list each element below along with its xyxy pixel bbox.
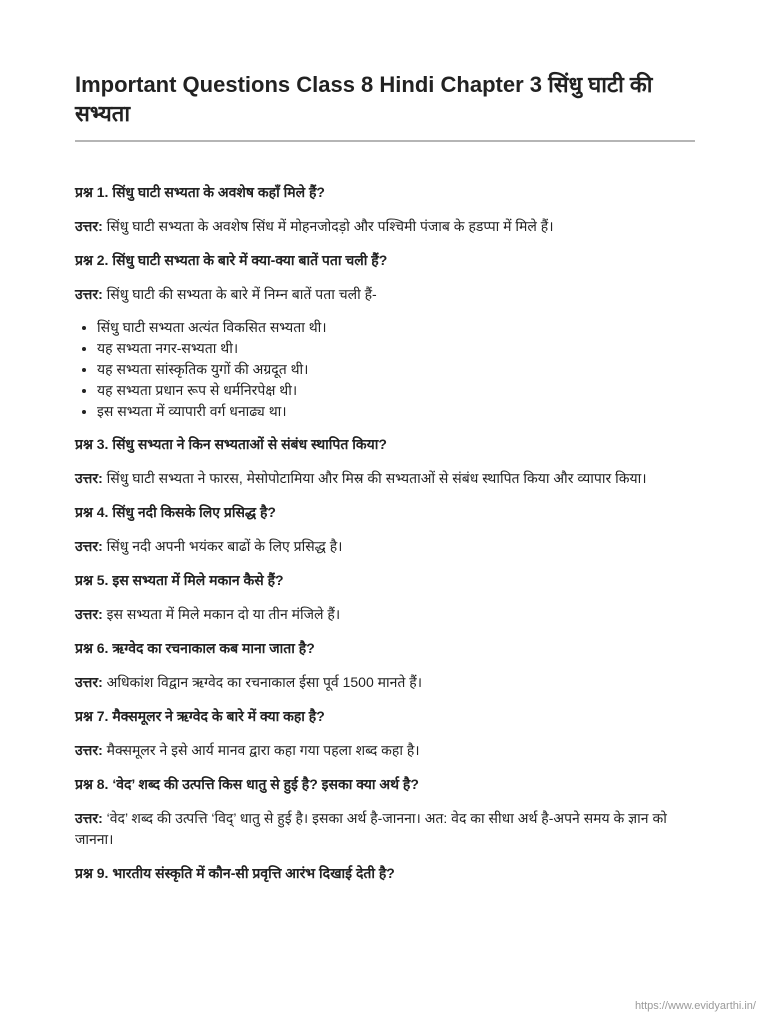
answer-2-list (75, 317, 695, 422)
answer-4-text: सिंधु नदी अपनी भयंकर बाढों के लिए प्रसिद्ध है। (106, 538, 343, 554)
answer-1 (75, 216, 695, 237)
question-1: प्रश्न 1. सिंधु घाटी सभ्यता के अवशेष कहाँ मिले हैं? (75, 184, 325, 200)
title-divider (75, 140, 695, 142)
answer-4 (75, 536, 695, 557)
question-7: प्रश्न 7. मैक्समूलर ने ऋग्वेद के बारे में क्या कहा है? (75, 708, 325, 724)
question-6: प्रश्न 6. ऋग्वेद का रचनाकाल कब माना जाता है? (75, 640, 315, 656)
answer-7 (75, 740, 695, 761)
list-item: • यह सभ्यता प्रधान रूप से धर्मनिरपेक्ष थी। (97, 380, 695, 401)
list-item: • सिंधु घाटी सभ्यता अत्यंत विकसित सभ्यता थी। (97, 317, 695, 338)
answer-7-text: मैक्समूलर ने इसे आर्य मानव द्वारा कहा गया पहला शब्द कहा है। (106, 742, 420, 758)
answer-2 (75, 284, 695, 305)
answer-label: उत्तर: (75, 742, 103, 758)
site-watermark: https://www.evidyarthi.in/ (634, 1000, 756, 1012)
question-4: प्रश्न 4. सिंधु नदी किसके लिए प्रसिद्ध है? (75, 504, 276, 520)
question-2: प्रश्न 2. सिंधु घाटी सभ्यता के बारे में क्या-क्या बातें पता चली हैं? (75, 252, 388, 268)
page-title: Important Questions Class 8 Hindi Chapter 3 सिंधु घाटी की सभ्यता (75, 72, 653, 126)
answer-3-text: सिंधु घाटी सभ्यता ने फारस, मेसोपोटामिया और मिस्र की सभ्यताओं से संबंध स्थापित किया और व्यापार किया। (106, 470, 647, 486)
answer-5-text: इस सभ्यता में मिले मकान दो या तीन मंजिले हैं। (106, 606, 341, 622)
list-item: • इस सभ्यता में व्यापारी वर्ग धनाढ्य था। (97, 401, 695, 422)
answer-label: उत्तर: (75, 606, 103, 622)
answer-label: उत्तर: (75, 218, 103, 234)
question-8: प्रश्न 8. ‘वेद’ शब्द की उत्पत्ति किस धातु से हुई है? इसका क्या अर्थ है? (75, 776, 419, 792)
question-3: प्रश्न 3. सिंधु सभ्यता ने किन सभ्यताओं से संबंध स्थापित किया? (75, 436, 387, 452)
question-5: प्रश्न 5. इस सभ्यता में मिले मकान कैसे हैं? (75, 572, 284, 588)
answer-1-text: सिंधु घाटी सभ्यता के अवशेष सिंध में मोहनजोदड़ो और पश्चिमी पंजाब के हडप्पा में मिले हैं। (106, 218, 554, 234)
answer-label: उत्तर: (75, 538, 103, 554)
list-item: • यह सभ्यता सांस्कृतिक युगों की अग्रदूत थी। (97, 359, 695, 380)
answer-2-text: सिंधु घाटी की सभ्यता के बारे में निम्न बातें पता चली हैं- (106, 286, 377, 302)
list-item: • यह सभ्यता नगर-सभ्यता थी। (97, 338, 695, 359)
answer-3 (75, 468, 695, 489)
answer-8-text: ‘वेद’ शब्द की उत्पत्ति ‘विद्’ धातु से हुई है। इसका अर्थ है-जानना। अत: वेद का सीधा अर्थ है-अपने समय के ज्ञान को जानना। (75, 810, 667, 847)
answer-label: उत्तर: (75, 286, 103, 302)
answer-label: उत्तर: (75, 674, 103, 690)
answer-6-text: अधिकांश विद्वान ऋग्वेद का रचनाकाल ईसा पूर्व 1500 मानते हैं। (106, 674, 423, 690)
document-page (75, 70, 695, 884)
answer-6 (75, 672, 695, 693)
answer-8 (75, 808, 695, 850)
answer-5 (75, 604, 695, 625)
answer-label: उत्तर: (75, 470, 103, 486)
question-9: प्रश्न 9. भारतीय संस्कृति में कौन-सी प्रवृत्ति आरंभ दिखाई देती है? (75, 865, 395, 881)
answer-label: उत्तर: (75, 810, 103, 826)
